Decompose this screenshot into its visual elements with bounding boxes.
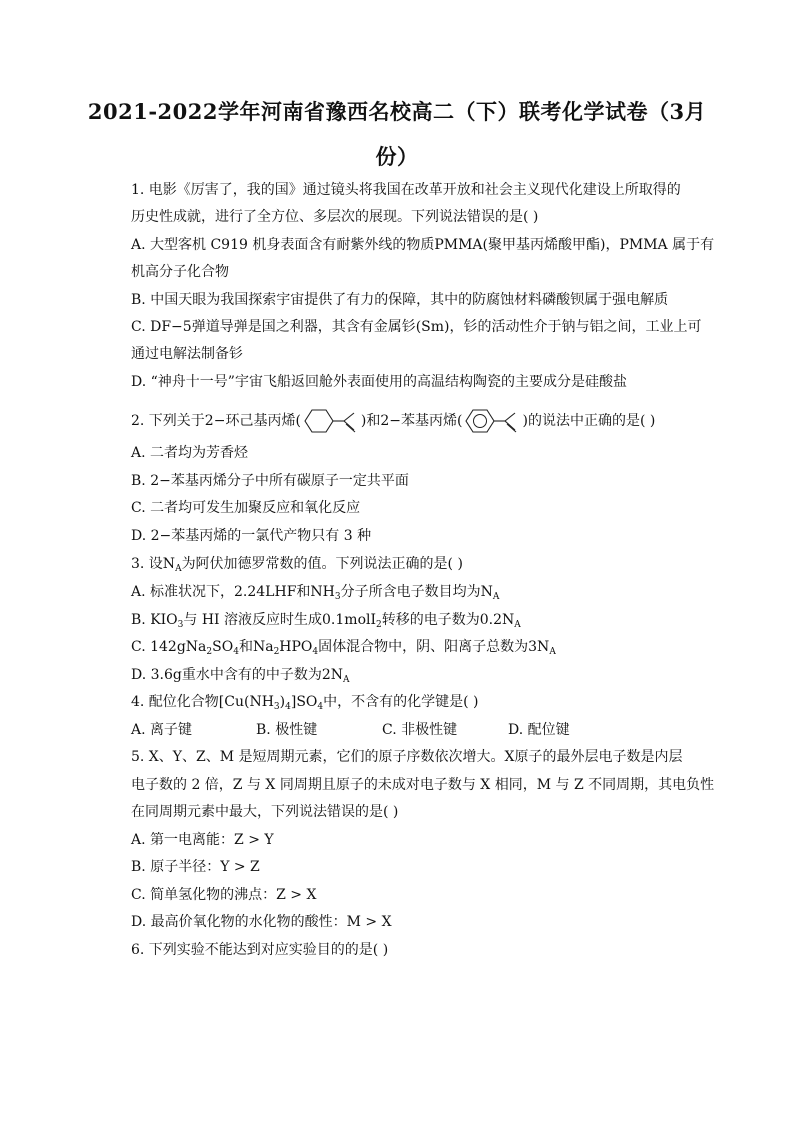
q1-option-c-line-2: 通过电解法制备钐: [131, 346, 243, 362]
q2-stem-part-1: 2. 下列关于2−环己基丙烯(: [131, 413, 301, 429]
q5-option-c: C. 简单氢化物的沸点：Z > X: [131, 887, 317, 903]
q3-d-text: D. 3.6g重水中含有的中子数为2N: [131, 667, 344, 683]
q4-sub-1: 3: [273, 702, 280, 712]
q4-option-c: C. 非极性键: [382, 722, 458, 738]
q4-stem-text-2: ): [279, 694, 286, 710]
q4-option-d: D. 配位键: [508, 722, 570, 738]
title-line-1: 2021-2022学年河南省豫西名校高二（下）联考化学试卷（3月: [87, 99, 707, 124]
q2-stem-part-3: )的说法中正确的是( ): [522, 413, 656, 429]
q5-option-d: D. 最高价氧化物的水化物的酸性：M > X: [131, 914, 392, 930]
q3-c-sub-2: 4: [233, 647, 239, 657]
q2-stem: [131, 408, 655, 434]
q2-option-a: A. 二者均为芳香烃: [131, 445, 249, 461]
q3-c-sub-1: 2: [206, 647, 213, 657]
q5-option-b: B. 原子半径：Y > Z: [131, 859, 260, 875]
q5-option-a: A. 第一电离能：Z > Y: [131, 832, 274, 848]
q3-c-sub-5: A: [549, 647, 556, 657]
phenyl-propene-structure: [463, 408, 521, 434]
q3-option-b: [131, 611, 521, 629]
q3-option-d: [131, 666, 350, 684]
q1-option-d: D. “神舟十一号”宇宙飞船返回舱外表面使用的高温结构陶瓷的主要成分是硅酸盐: [131, 374, 627, 390]
q3-a-sub-2: A: [492, 592, 500, 602]
q3-option-c: [131, 638, 556, 656]
q4-option-b: B. 极性键: [256, 722, 318, 738]
q3-b-text-3: 转移的电子数为0.2N: [381, 612, 515, 628]
q1-option-c-line-1: C. DF−5弹道导弹是国之利器，其含有金属钐(Sm)，钐的活动性介于钠与铝之间，工业上可: [131, 319, 702, 335]
q4-sub-3: 4: [317, 702, 324, 712]
q3-stem-subscript: A: [175, 564, 182, 574]
q3-stem-text-2: 为阿伏加德罗常数的值。下列说法正确的是( ): [181, 556, 463, 572]
q3-c-text-4: HPO: [279, 639, 313, 655]
q3-c-sub-4: 4: [312, 647, 319, 657]
q3-b-sub-3: A: [514, 620, 521, 630]
title-line-2: 份）: [375, 144, 419, 169]
q3-b-sub-1: 3: [177, 620, 184, 630]
q3-b-text-2: 与 HI 溶液反应时生成0.1molI: [183, 612, 377, 628]
q1-stem-line-2: 历史性成就，进行了全方位、多层次的展现。下列说法错误的是( ): [131, 209, 539, 225]
q1-option-a-line-1: A. 大型客机 C919 机身表面含有耐紫外线的物质PMMA(聚甲基丙烯酸甲酯)，PMMA 属于有: [131, 237, 715, 253]
q3-b-sub-2: 2: [376, 620, 382, 630]
q2-option-b: B. 2−苯基丙烯分子中所有碳原子一定共平面: [131, 473, 409, 489]
q4-stem-text: 4. 配位化合物[Cu(NH: [131, 694, 274, 710]
q3-d-sub: A: [343, 675, 350, 685]
q3-c-text-3: 和Na: [238, 639, 274, 655]
q3-a-text: A. 标准状况下，2.24LHF和NH: [131, 584, 335, 600]
q4-stem: [131, 693, 479, 711]
q3-stem: [131, 555, 463, 573]
q5-stem-line-1: 5. X、Y、Z、M 是短周期元素，它们的原子序数依次增大。X原子的最外层电子数是内层: [131, 749, 683, 765]
q3-c-text-5: 固体混合物中，阴、阳离子总数为3N: [318, 639, 550, 655]
q2-option-c: C. 二者均可发生加聚反应和氧化反应: [131, 500, 361, 516]
q1-option-a-line-2: 机高分子化合物: [131, 264, 229, 280]
q1-option-b: B. 中国天眼为我国探索宇宙提供了有力的保障，其中的防腐蚀材料磷酸钡属于强电解质: [131, 292, 669, 308]
cyclohexyl-propene-structure: [302, 408, 360, 434]
q5-stem-line-3: 在同周期元素中最大，下列说法错误的是( ): [131, 804, 399, 820]
q4-stem-text-4: 中，不含有的化学键是( ): [323, 694, 479, 710]
q3-c-text: C. 142gNa: [131, 639, 207, 655]
q3-c-sub-3: 2: [273, 647, 280, 657]
q3-c-text-2: SO: [212, 639, 234, 655]
q3-stem-text: 3. 设N: [131, 556, 176, 572]
q3-a-text-2: 分子所含电子数目均为N: [340, 584, 493, 600]
q3-b-text: B. KIO: [131, 612, 178, 628]
q2-option-d: D. 2−苯基丙烯的一氯代产物只有 3 种: [131, 528, 372, 544]
q2-stem-part-2: )和2−苯基丙烯(: [360, 413, 463, 429]
q6-stem: 6. 下列实验不能达到对应实验目的的是( ): [131, 942, 389, 958]
q5-stem-line-2: 电子数的 2 倍，Z 与 X 同周期且原子的未成对电子数与 X 相同，M 与 Z 不同周期，其电负性: [131, 777, 715, 793]
q4-stem-text-3: ]SO: [290, 694, 318, 710]
q4-sub-2: 4: [285, 702, 291, 712]
q3-a-sub-1: 3: [334, 592, 341, 602]
q4-option-a: A. 离子键: [131, 722, 193, 738]
q1-stem-line-1: 1. 电影《厉害了，我的国》通过镜头将我国在改革开放和社会主义现代化建设上所取得的: [131, 182, 681, 198]
q3-option-a: [131, 583, 499, 601]
